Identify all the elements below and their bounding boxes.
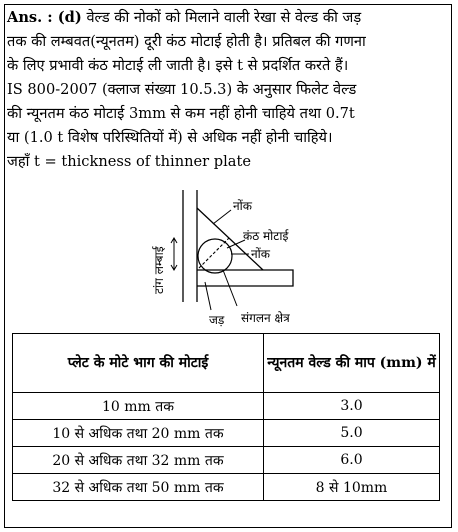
vertical-plate xyxy=(183,190,197,302)
answer-line-1: Ans. : (d) वेल्ड की नोकों को मिलाने वाली रेखा से वेल्ड की जड़ xyxy=(7,9,362,26)
header-min-weld-size: न्यूनतम वेल्ड की माप (mm) में xyxy=(264,334,440,393)
fillet-weld-diagram xyxy=(152,182,355,330)
answer-line-4: IS 800-2007 (क्लाज संख्या 10.5.3) के अनुसार फिलेट वेल्ड xyxy=(7,81,357,98)
plate-thickness-cell: 32 से अधिक तथा 50 mm तक xyxy=(13,474,264,501)
table-header-row xyxy=(13,334,440,393)
weld-size-cell: 3.0 xyxy=(264,393,440,420)
plate-thickness-cell: 10 से अधिक तथा 20 mm तक xyxy=(13,420,264,447)
throat-line xyxy=(199,238,229,268)
answer-text xyxy=(7,6,445,174)
label-fusion-zone: संगलन क्षेत्र xyxy=(241,311,290,325)
label-toe-top: नोंक xyxy=(233,199,252,213)
answer-line-3: के लिए प्रभावी कंठ मोटाई ली जाती है। इसे t से प्रदर्शित करते हैं। xyxy=(7,57,349,74)
fusion-zone-circle xyxy=(198,239,232,273)
weld-size-cell: 8 से 10mm xyxy=(264,474,440,501)
header-plate-thickness: प्लेट के मोटे भाग की मोटाई xyxy=(13,334,264,393)
toe-top-leader xyxy=(213,210,231,224)
table-row xyxy=(13,420,440,447)
answer-label: Ans. : (d) xyxy=(7,9,82,26)
weld-size-cell: 5.0 xyxy=(264,420,440,447)
table-row xyxy=(13,393,440,420)
label-toe-right: नोंक xyxy=(251,247,270,261)
weld-size-cell: 6.0 xyxy=(264,447,440,474)
answer-line-2: तक की लम्बवत(न्यूनतम) दूरी कंठ मोटाई होती है। प्रतिबल की गणना xyxy=(7,33,366,50)
fusion-zone-leader xyxy=(223,270,237,306)
answer-line-6: या (1.0 t विशेष परिस्थितियों में) से अधिक नहीं होनी चाहिये। xyxy=(7,129,333,146)
label-leg-length: टांग लम्बाई xyxy=(152,246,166,294)
answer-line-5: की न्यूनतम कंठ मोटाई 3mm से कम नहीं होनी चाहिये तथा 0.7t xyxy=(7,105,355,122)
fillet-weld-svg xyxy=(152,182,355,330)
table-row xyxy=(13,474,440,501)
label-root: जड़ xyxy=(209,313,225,327)
label-throat: कंठ मोटाई xyxy=(243,229,289,243)
weld-size-table xyxy=(12,333,440,501)
answer-line-7: जहाँ t = thickness of thinner plate xyxy=(7,153,251,170)
plate-thickness-cell: 10 mm तक xyxy=(13,393,264,420)
plate-thickness-cell: 20 से अधिक तथा 32 mm तक xyxy=(13,447,264,474)
table-row xyxy=(13,447,440,474)
